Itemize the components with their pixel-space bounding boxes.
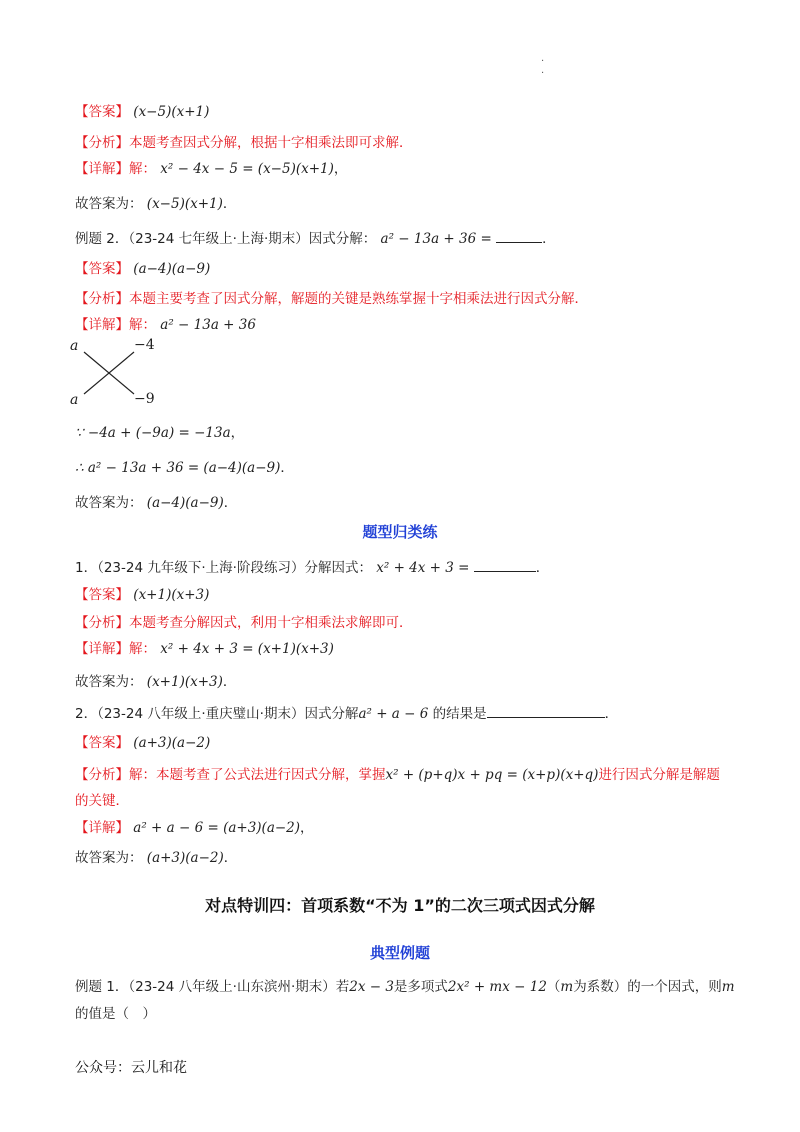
final-answer-label: 故答案为： bbox=[75, 196, 143, 212]
practice-2-tail: ． bbox=[604, 706, 619, 722]
final-answer-line-2 bbox=[75, 491, 237, 511]
practice-2-final-label: 故答案为： bbox=[75, 850, 143, 866]
practice-2-detail-math: a² + a − 6 = (a+3)(a−2) bbox=[133, 820, 301, 836]
practice-2-analysis-text: 解：本题考查了公式法进行因式分解，掌握 bbox=[129, 767, 386, 783]
practice-1-answer-tag: 【答案】 bbox=[75, 587, 129, 603]
example-2-tail: ． bbox=[542, 231, 556, 247]
practice-2-final-math: (a+3)(a−2) bbox=[146, 850, 224, 866]
example-1-math-1: 2x − 3 bbox=[349, 979, 394, 995]
answer-line-2 bbox=[75, 257, 210, 277]
answer-math-2: (a−4)(a−9) bbox=[133, 261, 211, 277]
analysis-tag-2: 【分析】 bbox=[75, 291, 129, 307]
practice-2-final bbox=[75, 846, 237, 866]
practice-2-analysis-cont: 的关键． bbox=[75, 793, 129, 809]
practice-2-text: 2．（23-24 八年级上·重庆璧山·期末）因式分解 bbox=[75, 706, 359, 722]
cross-bottom-right: −9 bbox=[134, 391, 155, 407]
practice-2-answer bbox=[75, 731, 210, 751]
example-2-text: 例题 2．（23-24 七年级上·上海·期末）因式分解： bbox=[75, 231, 377, 247]
because-math: ∵ −4a + (−9a) = −13a bbox=[75, 425, 231, 441]
practice-2-text-2: 的结果是 bbox=[432, 706, 487, 722]
example-1-text: 例题 1．（23-24 八年级上·山东滨州·期末）若 bbox=[75, 979, 350, 995]
practice-1-tail: ． bbox=[535, 560, 550, 576]
detail-tail: ， bbox=[333, 161, 348, 177]
practice-1-detail-tag: 【详解】 bbox=[75, 641, 129, 657]
detail-text: 解： bbox=[129, 161, 156, 177]
practice-1-answer bbox=[75, 583, 209, 603]
example-1-math-2: 2x² + mx − 12 bbox=[447, 979, 547, 995]
cross-top-left: a bbox=[70, 338, 79, 354]
detail-line-2 bbox=[75, 313, 256, 333]
answer-blank bbox=[496, 230, 542, 243]
practice-2-detail-tag: 【详解】 bbox=[75, 820, 129, 836]
practice-heading: 题型归类练 bbox=[362, 523, 438, 541]
practice-1-detail-math: x² + 4x + 3 = (x+1)(x+3) bbox=[160, 641, 334, 657]
analysis-line bbox=[75, 131, 413, 151]
final-answer-math-2: (a−4)(a−9) bbox=[146, 495, 224, 511]
because-tail: ， bbox=[230, 425, 245, 441]
practice-1-final-tail: ． bbox=[222, 674, 237, 690]
cross-top-right: −4 bbox=[134, 337, 155, 353]
answer-math: (x−5)(x+1) bbox=[133, 104, 210, 120]
practice-1-final-math: (x+1)(x+3) bbox=[146, 674, 223, 690]
corner-marks: · · bbox=[541, 56, 545, 79]
example-1-math-4: m bbox=[721, 979, 735, 995]
practice-1-math: x² + 4x + 3 = bbox=[376, 560, 470, 576]
practice-2-analysis-text-2: 进行因式分解是解题 bbox=[598, 767, 720, 783]
footer-credit: 公众号：云儿和花 bbox=[75, 1060, 187, 1076]
section-4-title: 对点特训四：首项系数“不为 1”的二次三项式因式分解 bbox=[205, 896, 595, 915]
example-1-line-2: 的值是（ ） bbox=[75, 1006, 156, 1022]
detail-tag: 【详解】 bbox=[75, 161, 129, 177]
practice-2-answer-tag: 【答案】 bbox=[75, 735, 129, 751]
example-1-text-2: 是多项式 bbox=[393, 979, 448, 995]
cross-bottom-left: a bbox=[70, 392, 79, 408]
detail-tag-2: 【详解】 bbox=[75, 317, 129, 333]
therefore-tail: ． bbox=[280, 460, 294, 476]
answer-blank-1 bbox=[474, 559, 536, 572]
practice-1-answer-math: (x+1)(x+3) bbox=[133, 587, 210, 603]
answer-line bbox=[75, 100, 209, 120]
cross-multiplication-diagram bbox=[70, 336, 160, 408]
answer-tag-2: 【答案】 bbox=[75, 261, 129, 277]
practice-2-analysis bbox=[75, 763, 720, 783]
answer-tag: 【答案】 bbox=[75, 104, 129, 120]
practice-1-final-label: 故答案为： bbox=[75, 674, 143, 690]
practice-2-detail bbox=[75, 816, 314, 836]
practice-1-question bbox=[75, 556, 549, 576]
practice-2-answer-math: (a+3)(a−2) bbox=[133, 735, 211, 751]
therefore-line bbox=[75, 456, 294, 476]
practice-2-detail-tail: ， bbox=[300, 820, 314, 836]
therefore-math: ∴ a² − 13a + 36 = (a−4)(a−9) bbox=[75, 460, 281, 476]
final-answer-tail: ． bbox=[222, 196, 237, 212]
analysis-line-2 bbox=[75, 287, 588, 307]
answer-blank-2 bbox=[487, 705, 605, 718]
example-2-math: a² − 13a + 36 = bbox=[380, 231, 492, 247]
example-1-text-4: 为系数）的一个因式，则 bbox=[573, 979, 722, 995]
final-answer-math: (x−5)(x+1) bbox=[146, 196, 223, 212]
practice-1-detail-text: 解： bbox=[129, 641, 156, 657]
practice-1-analysis-text: 本题考查分解因式，利用十字相乘法求解即可． bbox=[129, 615, 413, 631]
examples-heading: 典型例题 bbox=[369, 944, 430, 962]
practice-1-analysis bbox=[75, 611, 413, 631]
example-1-math-3: m bbox=[560, 979, 574, 995]
practice-2-final-tail: ． bbox=[223, 850, 238, 866]
practice-1-analysis-tag: 【分析】 bbox=[75, 615, 129, 631]
analysis-tag: 【分析】 bbox=[75, 135, 129, 151]
practice-2-analysis-math: x² + (p+q)x + pq = (x+p)(x+q) bbox=[385, 767, 599, 783]
practice-1-final bbox=[75, 670, 236, 690]
detail-math: x² − 4x − 5 = (x−5)(x+1) bbox=[160, 161, 334, 177]
practice-2-question bbox=[75, 702, 618, 722]
detail-text-2: 解： bbox=[129, 317, 156, 333]
final-answer-label-2: 故答案为： bbox=[75, 495, 143, 511]
analysis-text-2: 本题主要考查了因式分解，解题的关键是熟练掌握十字相乘法进行因式分解． bbox=[129, 291, 588, 307]
because-line bbox=[75, 421, 244, 441]
detail-line bbox=[75, 157, 347, 177]
practice-2-math: a² + a − 6 bbox=[358, 706, 429, 722]
practice-1-detail bbox=[75, 637, 334, 657]
final-answer-line bbox=[75, 192, 236, 212]
practice-1-text: 1．（23-24 九年级下·上海·阶段练习）分解因式： bbox=[75, 560, 372, 576]
cross-lines bbox=[70, 336, 160, 408]
final-answer-tail-2: ． bbox=[223, 495, 238, 511]
example-1-text-3: （ bbox=[546, 979, 561, 995]
detail-math-2: a² − 13a + 36 bbox=[160, 317, 256, 333]
analysis-text: 本题考查因式分解，根据十字相乘法即可求解． bbox=[129, 135, 413, 151]
practice-2-analysis-tag: 【分析】 bbox=[75, 767, 129, 783]
example-2-question bbox=[75, 227, 556, 247]
example-1-question bbox=[75, 975, 735, 995]
